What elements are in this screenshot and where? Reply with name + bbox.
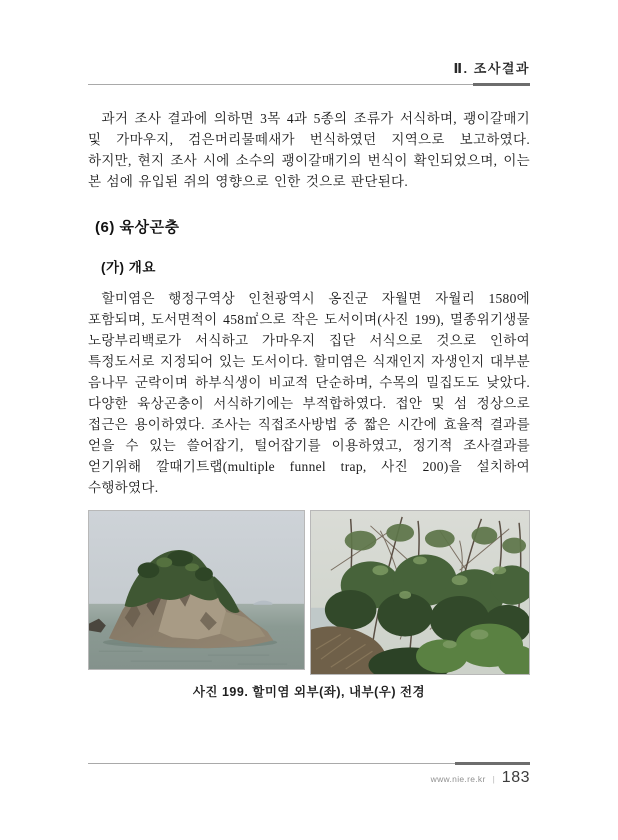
island-exterior-photo (88, 510, 305, 670)
page-footer (88, 762, 530, 787)
photo-row (88, 510, 530, 675)
paragraph-birds-survey: 과거 조사 결과에 의하면 3목 4과 5종의 조류가 서식하며, 괭이갈매기 및 가마우지, 검은머리물떼새가 번식하였던 지역으로 보고하였다. 하지만, 현지 조사 시에 소수의 괭이갈매기의 번식이 확인되었으며, 이는 본 섬에 유입된 쥐의 영향으로 인한 것으로 판단된다. (88, 111, 530, 189)
website-url: www.nie.re.kr (430, 774, 486, 784)
page-number: 183 (501, 769, 530, 786)
header-rule-accent (473, 83, 530, 86)
footer-rule-accent (455, 762, 530, 765)
figure-caption: 사진 199. 할미염 외부(좌), 내부(우) 전경 (192, 685, 426, 699)
page-body (88, 108, 530, 700)
footer-separator: | (492, 774, 495, 784)
footer-rule (88, 762, 530, 765)
page-header (88, 61, 530, 86)
header-rule (88, 83, 530, 86)
figure-199 (88, 510, 530, 700)
island-interior-photo (310, 510, 530, 675)
section-heading-terrestrial-insects: (6) 육상곤충 (95, 219, 180, 236)
subsection-heading-overview: (가) 개요 (101, 260, 156, 275)
chapter-title: Ⅱ. 조사결과 (453, 61, 530, 76)
footer-line (88, 769, 530, 787)
paragraph-island-overview: 할미염은 행정구역상 인천광역시 옹진군 자월면 자월리 1580에 포함되며, 도서면적이 458㎡으로 작은 도서이며(사진 199), 멸종위기생물 노랑부리백로가 서식하고 가마우지 집단 서식으로 것으로 인하여 특정도서로 지정되어 있는 도서이다. 할미염은 식재인지 자생인지 대부분 음나무 군락이며 하부식생이 비교적 단순하며, 수목의 밀집도도 낮았다. 다양한 육상곤충이 서식하기에는 부적합하였다. 접안 및 섬 정상으로 접근은 용이하였다. 조사는 직접조사방법 중 짧은 시간에 효율적 결과를 얻을 수 있는 쓸어잡기, 털어잡기를 이용하였고, 정기적 조사결과를 얻기위해 깔때기트랩(multiple funnel trap, 사진 200)을 설치하여 수행하였다. (88, 291, 530, 495)
